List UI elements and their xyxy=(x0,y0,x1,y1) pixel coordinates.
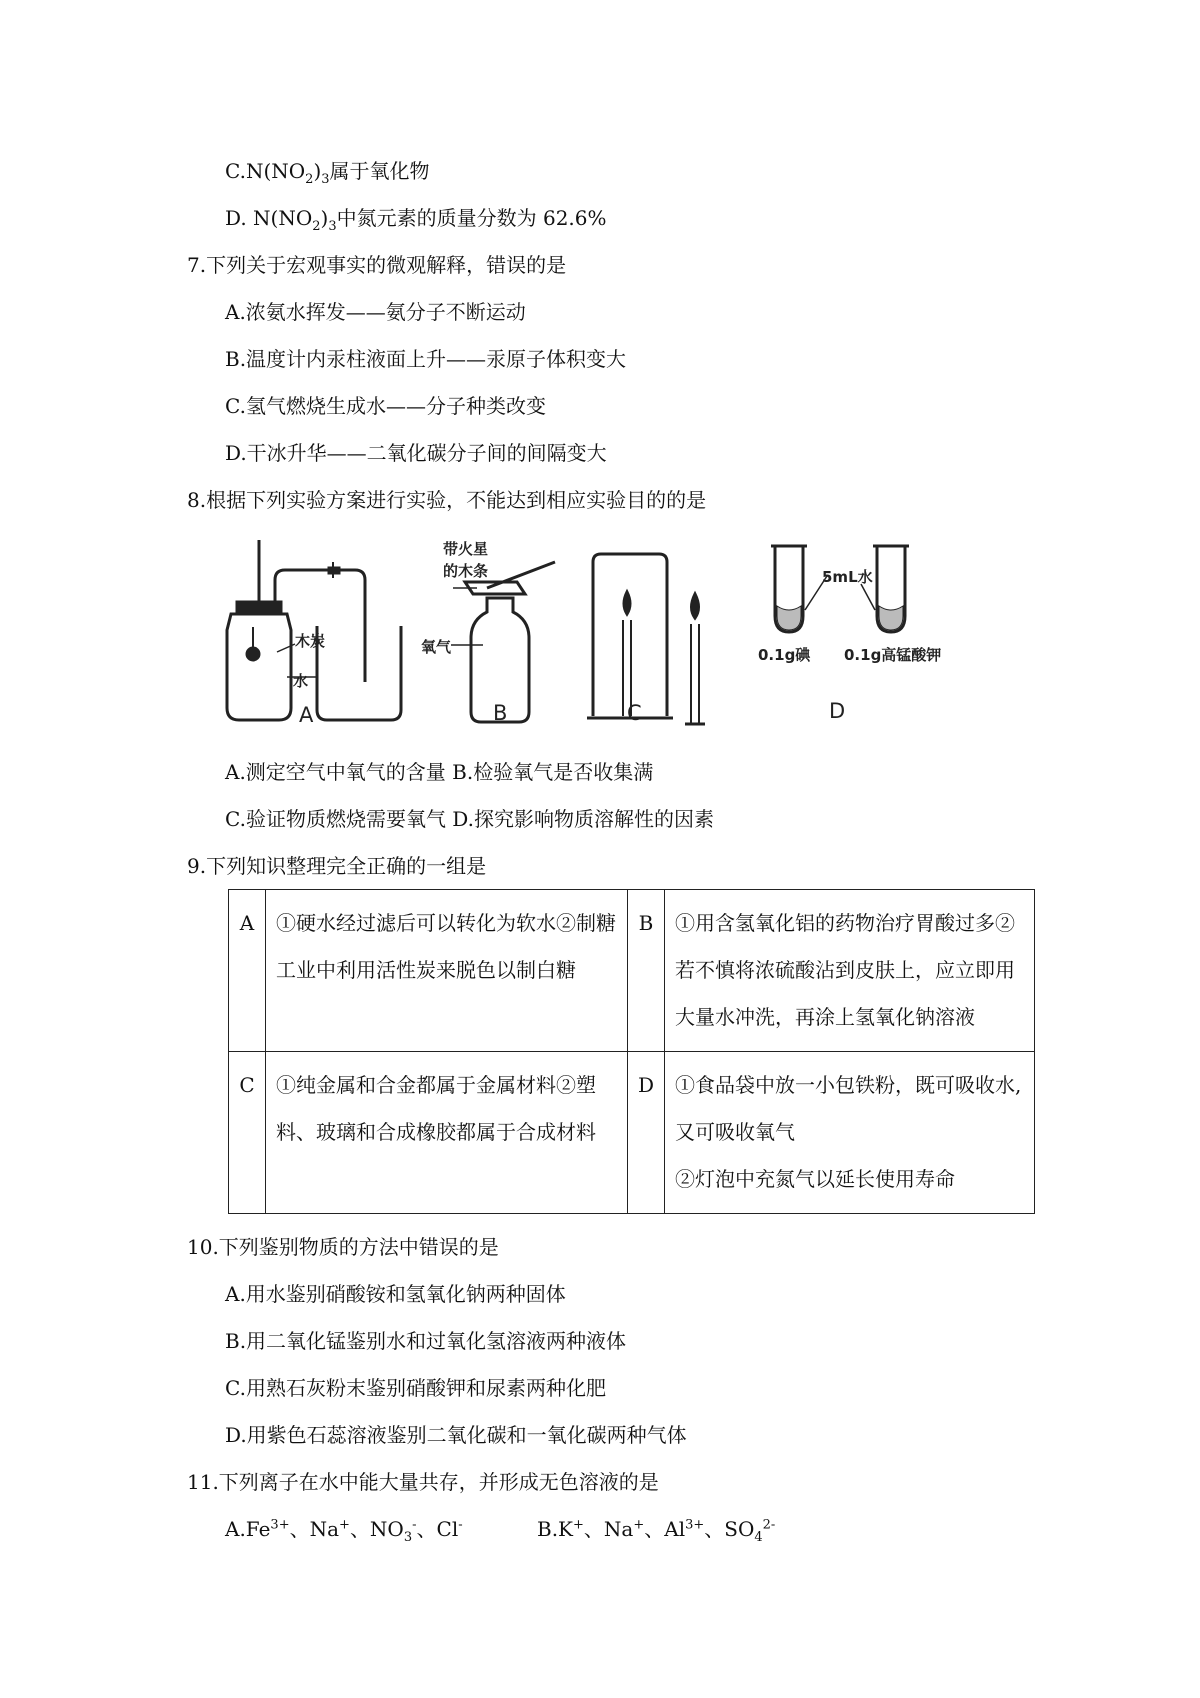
q8-experiment-figure xyxy=(225,532,1040,727)
q11-option-a: $A.Fe^{3+}$、Na+、$NO_3^-$、Cl- xyxy=(225,1517,463,1545)
table-row xyxy=(229,1052,1035,1214)
q8-options-line-2: C.验证物质燃烧需要氧气 D.探究影响物质溶解性的因素 xyxy=(225,807,714,831)
cell-letter-c: C xyxy=(229,1052,266,1214)
q8-stem: 8.根据下列实验方案进行实验，不能达到相应实验目的的是 xyxy=(187,488,707,512)
cell-text-d xyxy=(665,1052,1035,1214)
label-oxygen: 氧气 xyxy=(421,638,452,656)
label-iodine: 0.1g碘 xyxy=(758,646,811,664)
label-water-d: 5mL水 xyxy=(822,568,873,586)
cell-text-d-line-2: ②灯泡中充氮气以延长使用寿命 xyxy=(675,1167,955,1191)
q10-option-c: C.用熟石灰粉末鉴别硝酸钾和尿素两种化肥 xyxy=(225,1376,606,1400)
q7-option-d: D.干冰升华——二氧化碳分子间的间隔变大 xyxy=(225,441,607,465)
cell-text-b: ①用含氢氧化铝的药物治疗胃酸过多②若不慎将浓硫酸沾到皮肤上，应立即用大量水冲洗，再涂上氢氧化钠溶液 xyxy=(665,890,1035,1052)
q6-option-c: $C.N(NO_2)_3$属于氧化物 xyxy=(225,159,430,187)
apparatus-b xyxy=(451,562,555,722)
apparatus-c xyxy=(587,554,705,724)
caption-c: C xyxy=(627,701,642,725)
q7-option-c: C.氢气燃烧生成水——分子种类改变 xyxy=(225,394,546,418)
cell-text-c: ①纯金属和合金都属于金属材料②塑料、玻璃和合成橡胶都属于合成材料 xyxy=(266,1052,628,1214)
apparatus-a xyxy=(227,540,401,720)
q7-option-a: A.浓氨水挥发——氨分子不断运动 xyxy=(225,300,526,324)
caption-a: A xyxy=(299,703,314,727)
caption-d: D xyxy=(829,699,846,723)
table-row xyxy=(229,890,1035,1052)
q9-stem: 9.下列知识整理完全正确的一组是 xyxy=(187,854,487,878)
q11-option-b: B.K+、Na+、$Al^{3+}$、$SO_4^{2-}$ xyxy=(537,1517,776,1545)
q10-option-d: D.用紫色石蕊溶液鉴别二氧化碳和一氧化碳两种气体 xyxy=(225,1423,687,1447)
q6-option-d: D. $N(NO_2)_3$中氮元素的质量分数为 62.6% xyxy=(225,206,607,234)
q10-option-b: B.用二氧化锰鉴别水和过氧化氢溶液两种液体 xyxy=(225,1329,627,1353)
cell-letter-b: B xyxy=(628,890,665,1052)
q11-stem: 11.下列离子在水中能大量共存，并形成无色溶液的是 xyxy=(187,1470,659,1494)
q7-option-b: B.温度计内汞柱液面上升——汞原子体积变大 xyxy=(225,347,627,371)
cell-letter-d: D xyxy=(628,1052,665,1214)
label-kmno4: 0.1g高锰酸钾 xyxy=(844,646,942,664)
label-splint-2: 的木条 xyxy=(443,562,489,580)
apparatus-d xyxy=(771,546,909,632)
q9-knowledge-table xyxy=(228,889,1035,1214)
cell-letter-a: A xyxy=(229,890,266,1052)
q8-options-line-1: A.测定空气中氧气的含量 B.检验氧气是否收集满 xyxy=(225,760,654,784)
label-charcoal: 木炭 xyxy=(295,632,326,650)
label-splint-1: 带火星 xyxy=(443,540,489,558)
cell-text-d-line-1: ①食品袋中放一小包铁粉，既可吸收水,又可吸收氧气 xyxy=(675,1073,1022,1144)
caption-b: B xyxy=(493,701,508,725)
label-water-a: 水 xyxy=(293,672,309,690)
q10-option-a: A.用水鉴别硝酸铵和氢氧化钠两种固体 xyxy=(225,1282,566,1306)
cell-text-a: ①硬水经过滤后可以转化为软水②制糖工业中利用活性炭来脱色以制白糖 xyxy=(266,890,628,1052)
q7-stem: 7.下列关于宏观事实的微观解释，错误的是 xyxy=(187,253,567,277)
q10-stem: 10.下列鉴别物质的方法中错误的是 xyxy=(187,1235,499,1259)
